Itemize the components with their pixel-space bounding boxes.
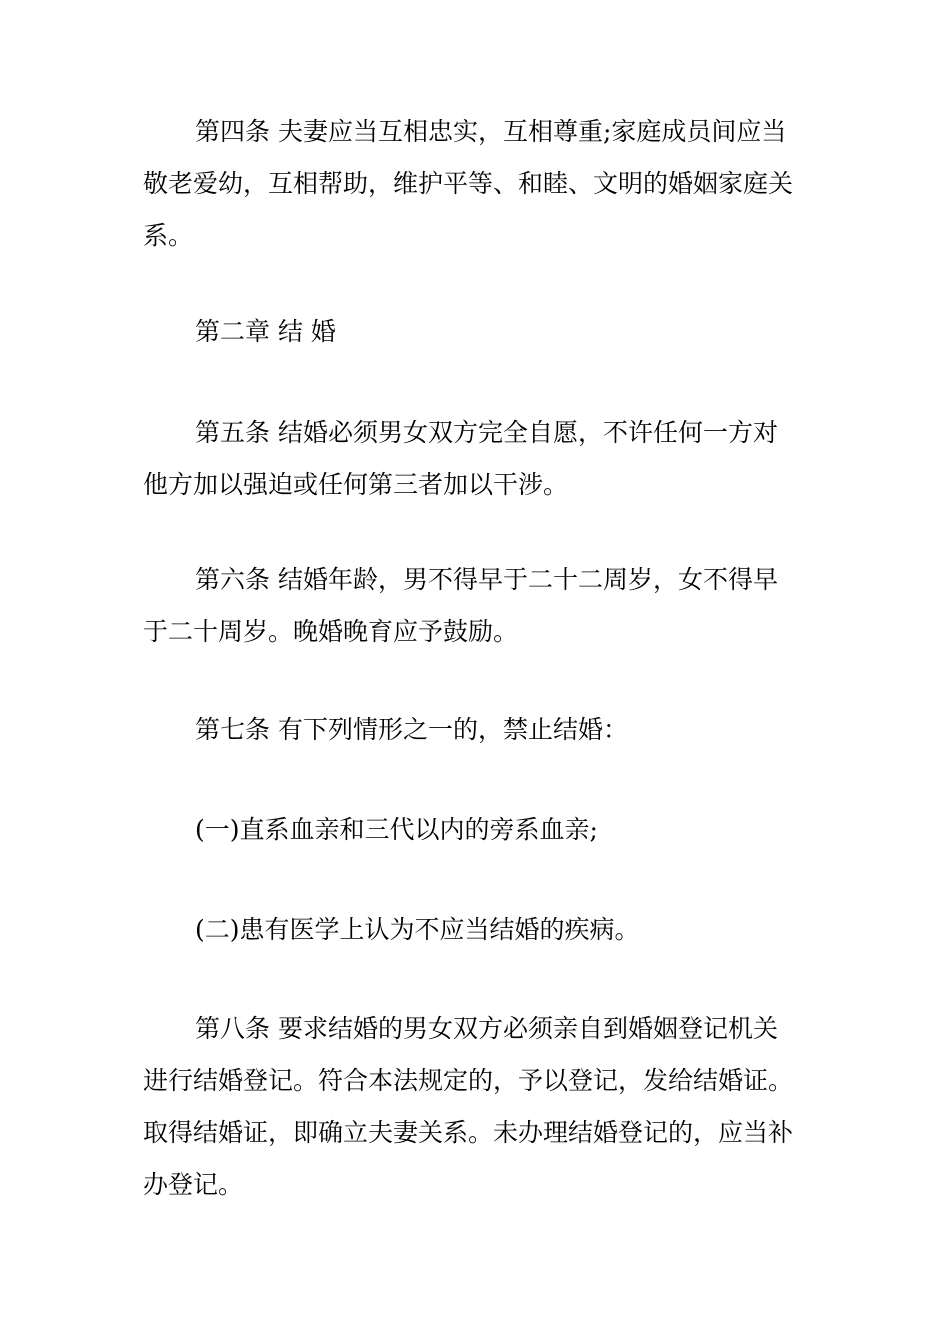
- text-line: 第八条 要求结婚的男女双方必须亲自到婚姻登记机关: [195, 1014, 778, 1043]
- text-line: 于二十周岁。晚婚晚育应予鼓励。: [143, 617, 519, 646]
- article-8-paragraph: [143, 1003, 815, 1211]
- text-line: 办登记。: [143, 1170, 244, 1199]
- article-4-paragraph: [143, 106, 815, 262]
- text-line: (二)患有医学上认为不应当结婚的疾病。: [195, 915, 640, 944]
- text-line: 第二章 结 婚: [195, 317, 336, 346]
- text-line: 取得结婚证，即确立夫妻关系。未办理结婚登记的，应当补: [143, 1118, 794, 1147]
- text-line: (一)直系血亲和三代以内的旁系血亲;: [195, 815, 598, 844]
- text-line: 第五条 结婚必须男女双方完全自愿，不许任何一方对: [195, 418, 778, 447]
- text-line: 他方加以强迫或任何第三者加以干涉。: [143, 470, 569, 499]
- article-7-item-1: [143, 804, 815, 856]
- text-line: 第六条 结婚年龄，男不得早于二十二周岁，女不得早: [195, 565, 778, 594]
- text-line: 进行结婚登记。符合本法规定的，予以登记，发给结婚证。: [143, 1066, 794, 1095]
- article-7-paragraph: [143, 704, 815, 756]
- article-7-item-2: [143, 904, 815, 956]
- text-line: 第四条 夫妻应当互相忠实，互相尊重;家庭成员间应当: [195, 117, 787, 146]
- article-5-paragraph: [143, 407, 815, 511]
- text-line: 敬老爱幼，互相帮助，维护平等、和睦、文明的婚姻家庭关: [143, 169, 794, 198]
- text-line: 系。: [143, 221, 194, 250]
- article-6-paragraph: [143, 554, 815, 658]
- text-line: 第七条 有下列情形之一的，禁止结婚：: [195, 715, 628, 744]
- chapter-2-heading: [143, 306, 815, 358]
